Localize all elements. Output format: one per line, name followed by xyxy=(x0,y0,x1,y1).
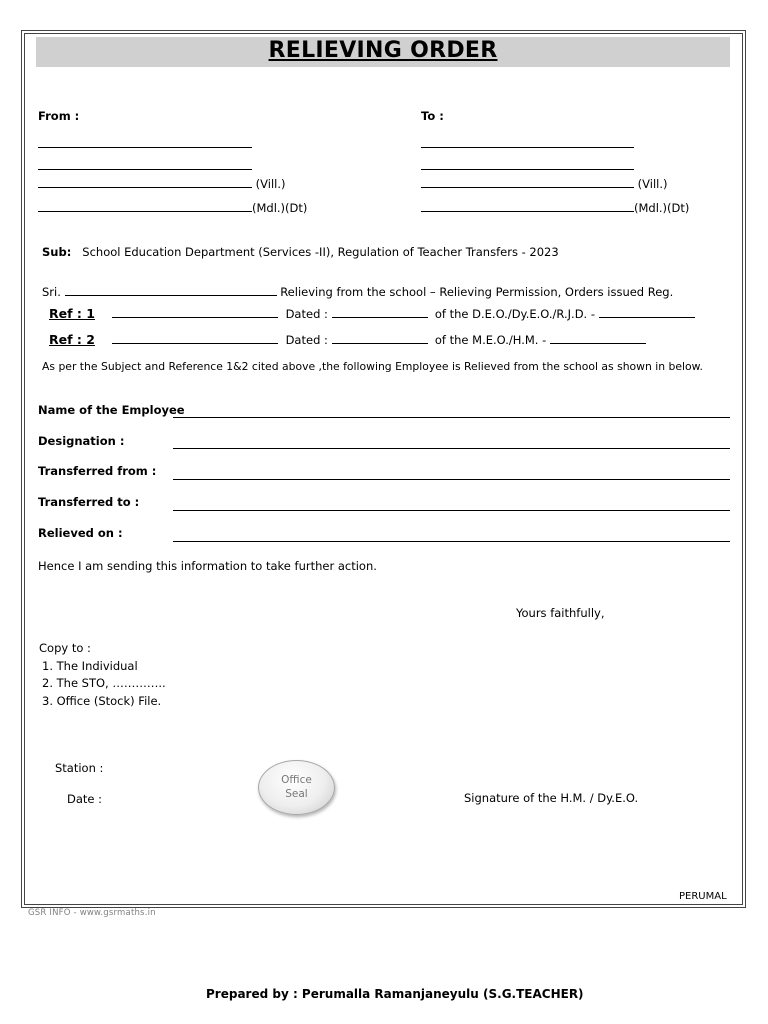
sri-name-blank[interactable] xyxy=(65,285,277,296)
sri-line xyxy=(42,285,673,299)
field-line-transferred-to[interactable] xyxy=(173,510,730,511)
ref1-number-blank[interactable] xyxy=(112,307,278,318)
ref2-number-blank[interactable] xyxy=(112,333,278,344)
subject-text: School Education Department (Services -II), Regulation of Teacher Transfers - 2023 xyxy=(82,245,559,259)
ref2-of-label: of the M.E.O./H.M. - xyxy=(434,333,547,347)
from-label: From : xyxy=(38,109,80,123)
to-line-mdl[interactable] xyxy=(421,201,689,215)
from-line-mdl[interactable] xyxy=(38,201,307,215)
ref1-of-label: of the D.E.O./Dy.E.O./R.J.D. - xyxy=(434,307,596,321)
copy-to-item: 3. Office (Stock) File. xyxy=(42,694,162,708)
ref1-line xyxy=(49,306,695,321)
to-line-vill[interactable] xyxy=(421,177,667,191)
from-line-2[interactable] xyxy=(38,155,252,174)
from-line-vill[interactable] xyxy=(38,177,285,191)
from-mdl-label: (Mdl.)(Dt) xyxy=(252,201,308,215)
copy-to-item: 1. The Individual xyxy=(42,659,138,673)
seal-line-2: Seal xyxy=(285,788,308,800)
subject-line xyxy=(42,245,559,259)
field-label-relieved-on: Relieved on : xyxy=(38,526,123,540)
to-line-2[interactable] xyxy=(421,155,634,174)
station-label: Station : xyxy=(55,761,104,775)
field-line-relieved-on[interactable] xyxy=(173,541,730,542)
from-vill-label: (Vill.) xyxy=(255,177,286,191)
field-label-name: Name of the Employee xyxy=(38,403,185,417)
sri-text: Relieving from the school – Relieving Permission, Orders issued Reg. xyxy=(280,285,674,299)
office-seal xyxy=(258,760,335,815)
field-line-designation[interactable] xyxy=(173,448,730,449)
field-label-transferred-from: Transferred from : xyxy=(38,464,157,478)
closing-text: Yours faithfully, xyxy=(516,606,605,620)
to-label: To : xyxy=(421,109,444,123)
ref1-label: Ref : 1 xyxy=(49,306,95,321)
field-label-designation: Designation : xyxy=(38,434,125,448)
signature-label: Signature of the H.M. / Dy.E.O. xyxy=(464,791,639,805)
field-line-transferred-from[interactable] xyxy=(173,479,730,480)
field-label-transferred-to: Transferred to : xyxy=(38,495,140,509)
ref2-tail-blank[interactable] xyxy=(550,333,646,344)
ref2-line xyxy=(49,332,646,347)
to-mdl-label: (Mdl.)(Dt) xyxy=(634,201,690,215)
prepared-by: Prepared by : Perumalla Ramanjaneyulu (S.G.TEACHER) xyxy=(206,987,584,1001)
body-paragraph: As per the Subject and Reference 1&2 cited above ,the following Employee is Relieved from the school as shown in below. xyxy=(42,360,703,373)
from-line-1[interactable] xyxy=(38,133,252,152)
ref2-dated-label: Dated : xyxy=(285,333,328,347)
sri-label: Sri. xyxy=(42,285,61,299)
website-footer: GSR INFO - www.gsrmaths.in xyxy=(28,908,156,918)
ref1-tail-blank[interactable] xyxy=(599,307,695,318)
date-label: Date : xyxy=(67,792,103,806)
copy-to-item: 2. The STO, ………….. xyxy=(42,676,166,690)
to-vill-label: (Vill.) xyxy=(637,177,668,191)
subject-label: Sub: xyxy=(42,245,72,259)
hence-text: Hence I am sending this information to take further action. xyxy=(38,559,377,573)
ref1-date-blank[interactable] xyxy=(332,307,428,318)
corner-name: PERUMAL xyxy=(679,891,727,902)
to-line-1[interactable] xyxy=(421,133,634,152)
page-title: RELIEVING ORDER xyxy=(268,38,498,63)
ref1-dated-label: Dated : xyxy=(285,307,328,321)
ref2-label: Ref : 2 xyxy=(49,332,95,347)
copy-to-label: Copy to : xyxy=(39,641,91,655)
seal-line-1: Office xyxy=(281,774,312,786)
ref2-date-blank[interactable] xyxy=(332,333,428,344)
field-line-name[interactable] xyxy=(173,417,730,418)
